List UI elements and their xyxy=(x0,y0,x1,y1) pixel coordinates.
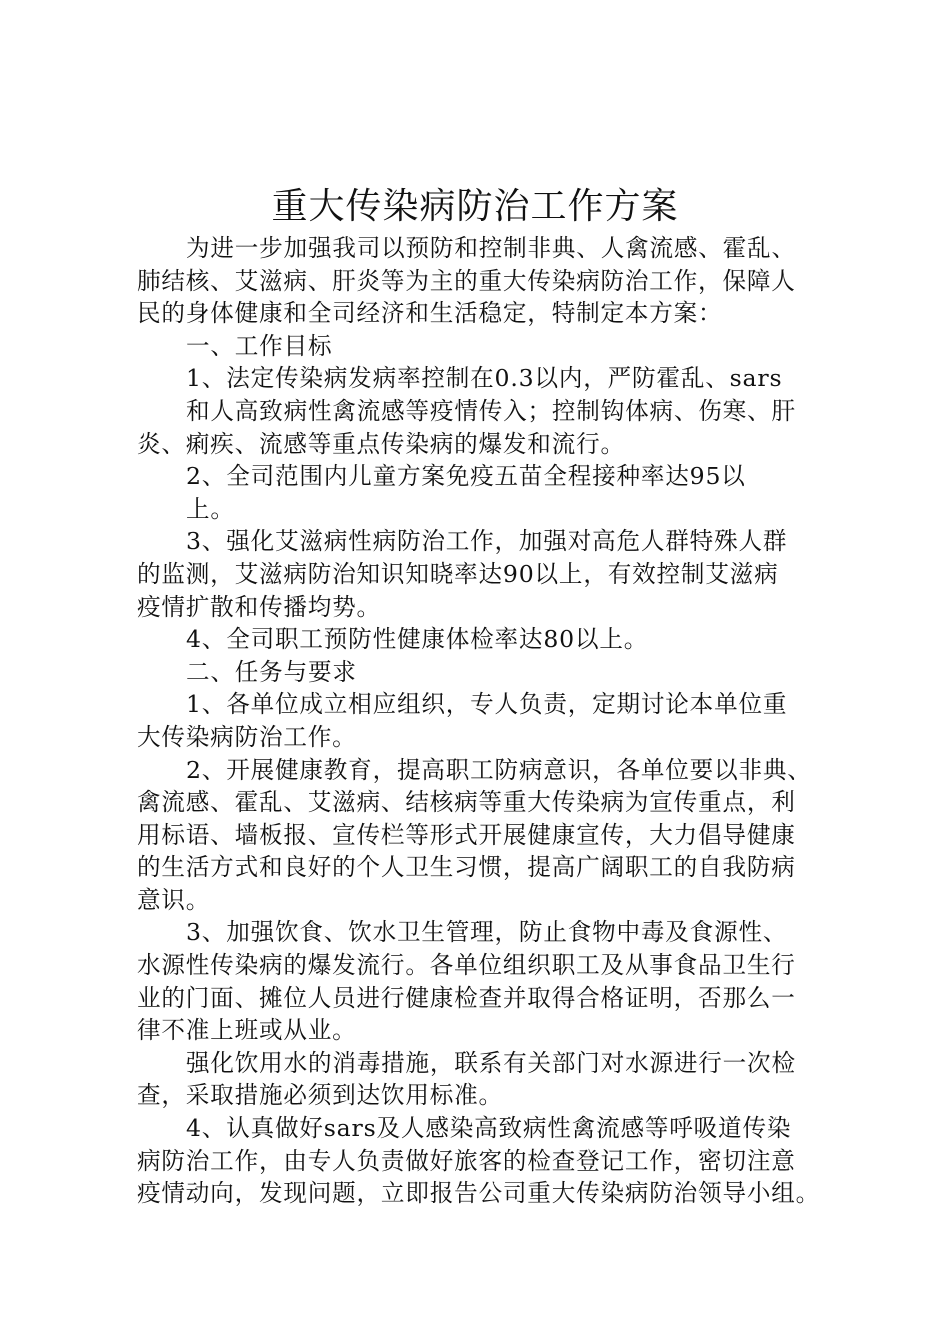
body-line: 4、全司职工预防性健康体检率达80以上。 xyxy=(186,625,649,654)
body-line: 2、开展健康教育，提高职工防病意识，各单位要以非典、 xyxy=(186,755,812,784)
body-line: 强化饮用水的消毒措施，联系有关部门对水源进行一次检 xyxy=(186,1048,796,1077)
body-line: 用标语、墙板报、宣传栏等形式开展健康宣传，大力倡导健康 xyxy=(137,820,796,849)
body-line: 3、强化艾滋病性病防治工作，加强对高危人群特殊人群 xyxy=(186,527,788,556)
body-line: 的生活方式和良好的个人卫生习惯，提高广阔职工的自我防病 xyxy=(137,853,796,882)
body-line: 上。 xyxy=(186,494,235,523)
body-line: 意识。 xyxy=(137,885,211,914)
body-line: 禽流感、霍乱、艾滋病、结核病等重大传染病为宣传重点，利 xyxy=(137,788,796,817)
body-line: 水源性传染病的爆发流行。各单位组织职工及从事食品卫生行 xyxy=(137,951,796,980)
body-line: 业的门面、摊位人员进行健康检查并取得合格证明，否那么一 xyxy=(137,983,796,1012)
body-line: 查，采取措施必须到达饮用标准。 xyxy=(137,1081,503,1110)
body-line: 二、任务与要求 xyxy=(186,657,357,686)
body-line: 1、各单位成立相应组织，专人负责，定期讨论本单位重 xyxy=(186,690,788,719)
body-line: 为进一步加强我司以预防和控制非典、人禽流感、霍乱、 xyxy=(186,234,796,262)
body-line: 病防治工作，由专人负责做好旅客的检查登记工作，密切注意 xyxy=(137,1146,796,1175)
document-body xyxy=(137,232,823,1210)
body-line: 2、全司范围内儿童方案免疫五苗全程接种率达95以 xyxy=(186,462,746,491)
body-line: 4、认真做好sars及人感染高致病性禽流感等呼吸道传染 xyxy=(186,1114,792,1143)
document-title: 重大传染病防治工作方案 xyxy=(271,186,679,227)
body-line: 炎、痢疾、流感等重点传染病的爆发和流行。 xyxy=(137,429,625,458)
body-line: 1、法定传染病发病率控制在0.3以内，严防霍乱、sars xyxy=(186,364,783,393)
body-line: 民的身体健康和全司经济和生活稳定，特制定本方案： xyxy=(137,299,723,328)
body-line: 大传染病防治工作。 xyxy=(137,722,357,751)
body-line: 疫情扩散和传播均势。 xyxy=(137,592,381,621)
body-line: 和人高致病性禽流感等疫情传入；控制钩体病、伤寒、肝 xyxy=(186,396,796,425)
body-line: 律不准上班或从业。 xyxy=(137,1016,357,1045)
body-line: 的监测，艾滋病防治知识知晓率达90以上，有效控制艾滋病 xyxy=(137,559,779,588)
body-line: 3、加强饮食、饮水卫生管理，防止食物中毒及食源性、 xyxy=(186,918,788,947)
body-line: 一、工作目标 xyxy=(186,331,333,360)
body-line: 肺结核、艾滋病、肝炎等为主的重大传染病防治工作，保障人 xyxy=(137,266,796,295)
body-line: 疫情动向，发现问题，立即报告公司重大传染病防治领导小组。 xyxy=(137,1179,821,1208)
